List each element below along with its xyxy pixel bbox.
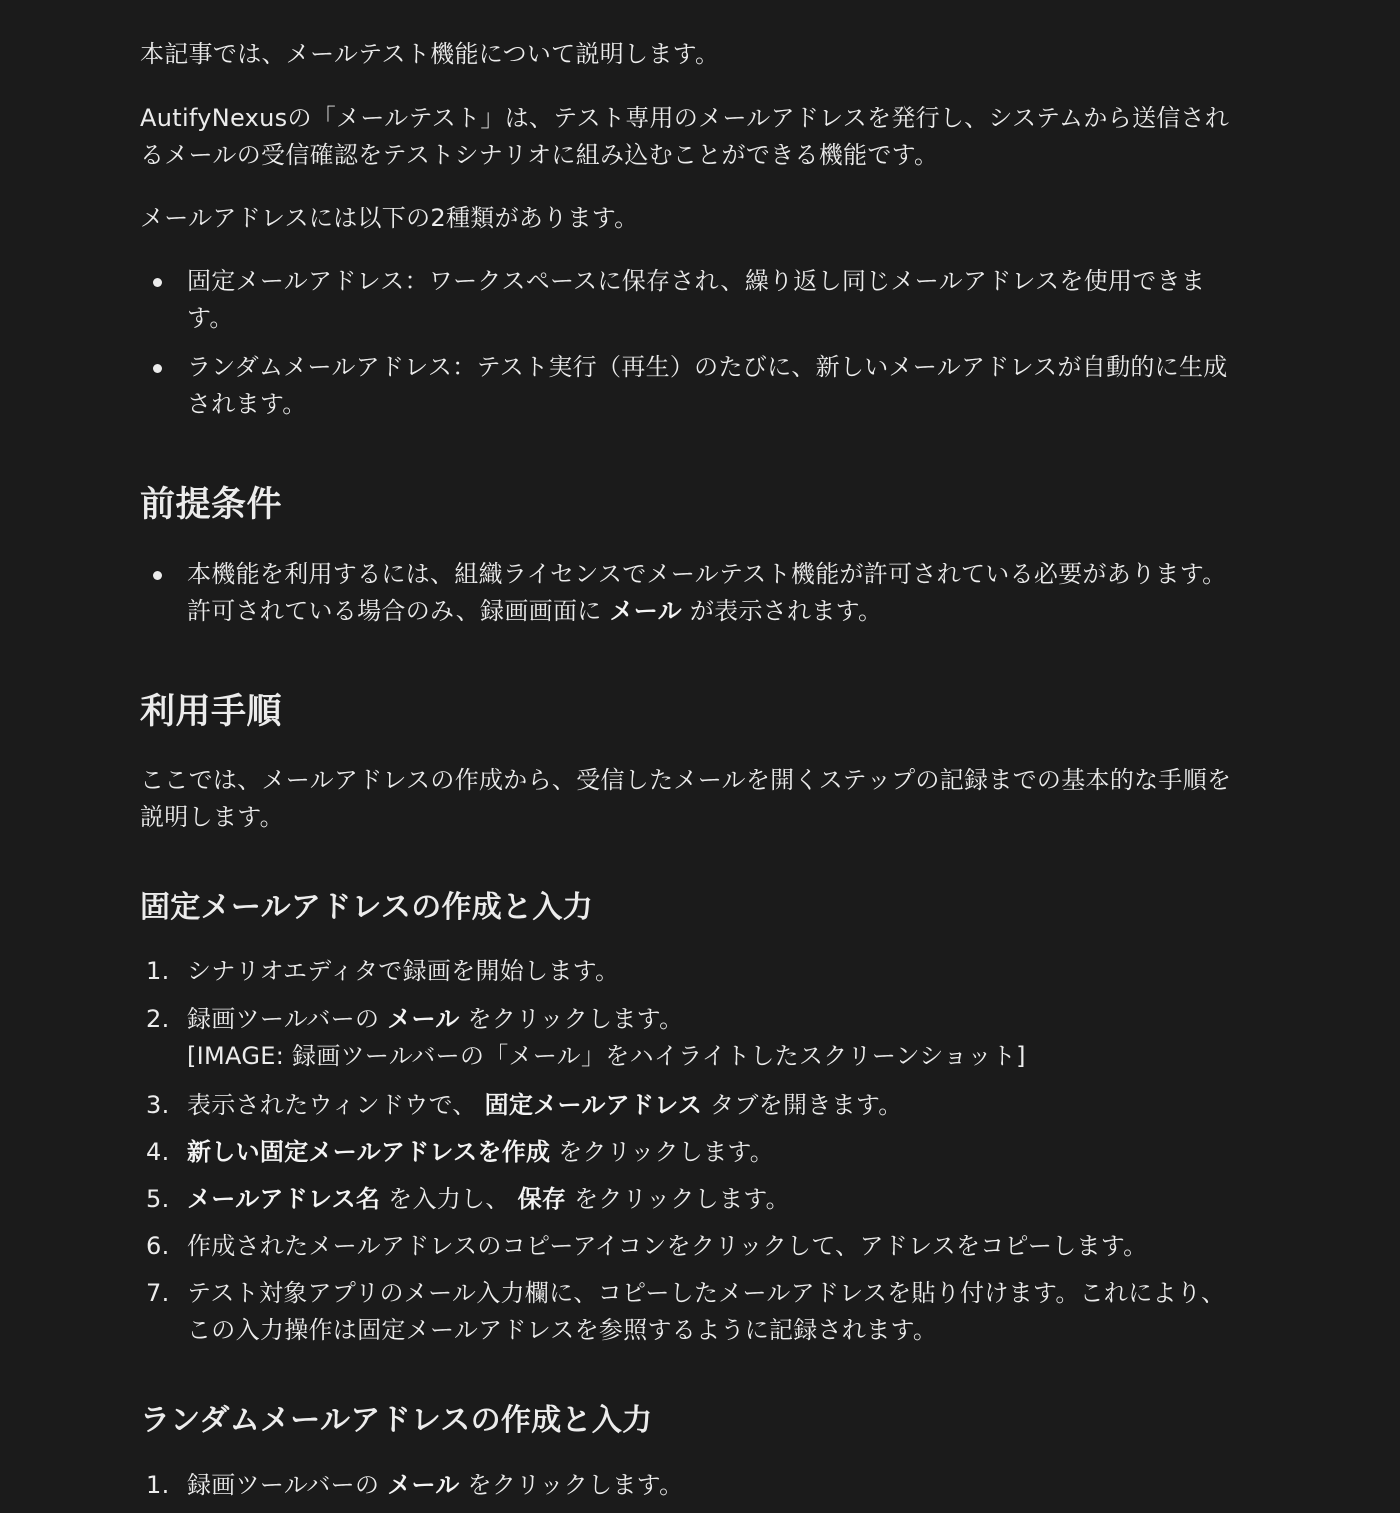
step-text: 新しい固定メールアドレスを作成 をクリックします。: [187, 1138, 775, 1166]
step-item: [140, 1087, 1240, 1124]
step-number: 2.: [146, 1005, 170, 1033]
address-name-term: メールアドレス名: [187, 1185, 381, 1213]
step-number: 6.: [146, 1232, 170, 1260]
step-item: [140, 1181, 1240, 1218]
save-term: 保存: [517, 1185, 567, 1213]
intro-paragraph-2: AutifyNexusの「メールテスト」は、テスト専用のメールアドレスを発行し、システムから送信されるメールの受信確認をテストシナリオに組み込むことができる機能です。: [140, 104, 1230, 169]
step-number: 1.: [146, 957, 170, 985]
heading-prerequisites: 前提条件: [140, 485, 283, 525]
create-address-term: 新しい固定メールアドレスを作成: [187, 1138, 551, 1166]
step-number: 5.: [146, 1185, 170, 1213]
step-number: 7.: [146, 1279, 170, 1307]
list-item-text: 固定メールアドレス：ワークスペースに保存され、繰り返し同じメールアドレスを使用できます。: [187, 267, 1206, 332]
list-item-text: 本機能を利用するには、組織ライセンスでメールテスト機能が許可されている必要があります。許可されている場合のみ、録画画面に メール が表示されます。: [187, 560, 1227, 625]
step-item: [140, 1134, 1240, 1171]
step-item: [140, 1228, 1240, 1265]
step-item: [140, 953, 1240, 990]
list-item-text: ランダムメールアドレス：テスト実行（再生）のたびに、新しいメールアドレスが自動的に生成されます。: [187, 353, 1228, 418]
image-placeholder: [IMAGE: 録画ツールバーの「メール」をハイライトしたスクリーンショット]: [187, 1042, 1026, 1070]
step-item: [140, 1001, 1240, 1075]
bullet-icon: [153, 571, 162, 580]
heading-usage: 利用手順: [140, 692, 283, 732]
step-number: 3.: [146, 1091, 170, 1119]
mail-term: メール: [609, 597, 682, 625]
bullet-icon: [153, 364, 162, 373]
step-text: 作成されたメールアドレスのコピーアイコンをクリックして、アドレスをコピーします。: [187, 1232, 1148, 1260]
step-number: 1.: [146, 1471, 170, 1499]
usage-description: ここでは、メールアドレスの作成から、受信したメールを開くステップの記録までの基本的な手順を説明します。: [140, 766, 1232, 831]
step-number: 4.: [146, 1138, 170, 1166]
list-item-random-address: [140, 349, 1240, 423]
step-text: 録画ツールバーの メール をクリックします。: [187, 1471, 684, 1499]
heading-random-address: ランダムメールアドレスの作成と入力: [140, 1403, 653, 1438]
step-text: シナリオエディタで録画を開始します。: [187, 957, 620, 985]
step-text: 表示されたウィンドウで、 固定メールアドレス タブを開きます。: [187, 1091, 903, 1119]
bullet-icon: [153, 278, 162, 287]
step-text: テスト対象アプリのメール入力欄に、コピーしたメールアドレスを貼り付けます。これにより、この入力操作は固定メールアドレスを参照するように記録されます。: [187, 1279, 1226, 1344]
mail-term: メール: [387, 1005, 460, 1033]
list-item-fixed-address: [140, 263, 1240, 337]
intro-paragraph-3: メールアドレスには以下の2種類があります。: [140, 204, 639, 232]
step-text: 録画ツールバーの メール をクリックします。 [IMAGE: 録画ツールバーの「メール」をハイライトしたスクリーンショット]: [187, 1005, 1026, 1070]
step-item: [140, 1275, 1240, 1349]
list-item-prerequisite: [140, 556, 1240, 630]
intro-paragraph-1: 本記事では、メールテスト機能について説明します。: [140, 40, 720, 68]
mail-term: メール: [387, 1471, 460, 1499]
step-text: メールアドレス名 を入力し、 保存 をクリックします。: [187, 1185, 790, 1213]
fixed-address-tab-term: 固定メールアドレス: [484, 1091, 703, 1119]
step-item: [140, 1467, 1240, 1504]
heading-fixed-address: 固定メールアドレスの作成と入力: [140, 890, 593, 925]
